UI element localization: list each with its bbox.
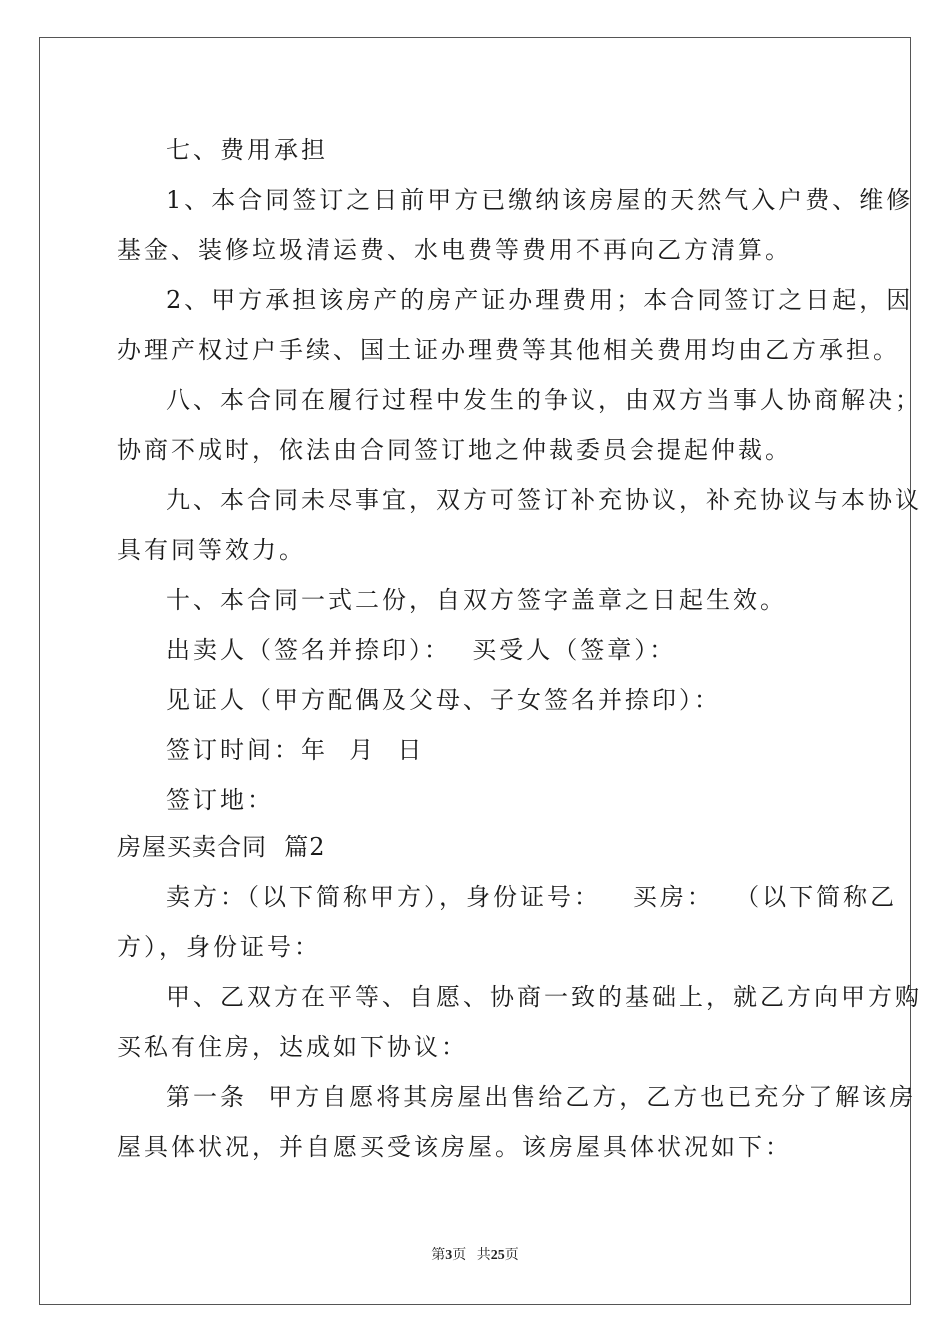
paragraph-line: 甲、乙双方在平等、自愿、协商一致的基础上，就乙方向甲方购: [166, 983, 922, 1011]
footer-prefix: 第: [431, 1248, 446, 1263]
paragraph-line: 第一条 甲方自愿将其房屋出售给乙方，乙方也已充分了解该房: [166, 1083, 917, 1111]
paragraph-line: 方），身份证号：: [117, 933, 321, 961]
page-footer: [0, 1247, 950, 1265]
footer-total-pages: 25: [490, 1248, 505, 1263]
footer-total-unit: 页: [504, 1248, 519, 1263]
paragraph-line: 办理产权过户手续、国土证办理费等其他相关费用均由乙方承担。: [117, 336, 900, 364]
paragraph-line: 2、甲方承担该房产的房产证办理费用；本合同签订之日起，因: [166, 286, 914, 314]
paragraph-line: 八、本合同在履行过程中发生的争议，由双方当事人协商解决；: [166, 386, 922, 414]
signing-date-line: 签订时间：年 月 日: [166, 736, 425, 764]
paragraph-line: 十、本合同一式二份，自双方签字盖章之日起生效。: [166, 586, 787, 614]
footer-page-unit: 页: [452, 1248, 467, 1263]
paragraph-line: 1、本合同签订之日前甲方已缴纳该房屋的天然气入户费、维修: [166, 186, 914, 214]
footer-page-number: 3: [445, 1248, 453, 1263]
paragraph-line: 卖方：（以下简称甲方），身份证号： 买房： （以下简称乙: [166, 883, 898, 911]
section-heading-7: 七、费用承担: [166, 136, 328, 164]
paragraph-line: 屋具体状况，并自愿买受该房屋。该房屋具体状况如下：: [117, 1133, 792, 1161]
paragraph-line: 基金、装修垃圾清运费、水电费等费用不再向乙方清算。: [117, 236, 792, 264]
contract-title: 房屋买卖合同 篇2: [117, 833, 326, 861]
signing-place-line: 签订地：: [166, 786, 274, 814]
page-border: [39, 37, 914, 1305]
paragraph-line: 具有同等效力。: [117, 536, 306, 564]
paragraph-line: 协商不成时，依法由合同签订地之仲裁委员会提起仲裁。: [117, 436, 792, 464]
paragraph-line: 买私有住房，达成如下协议：: [117, 1033, 468, 1061]
paragraph-line: 九、本合同未尽事宜，双方可签订补充协议，补充协议与本协议: [166, 486, 922, 514]
footer-total-prefix: 共: [476, 1248, 491, 1263]
signature-line-seller-buyer: 出卖人（签名并捺印）： 买受人（签章）：: [166, 636, 677, 664]
signature-line-witness: 见证人（甲方配偶及父母、子女签名并捺印）：: [166, 686, 721, 714]
